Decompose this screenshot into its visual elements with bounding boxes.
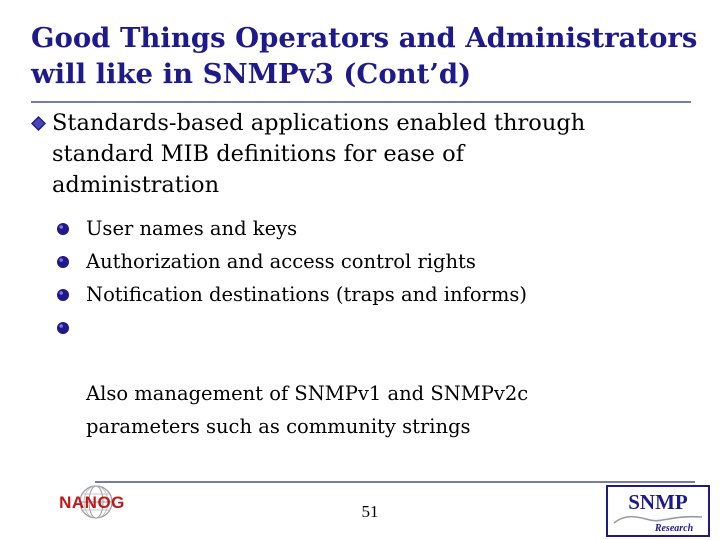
snmp-research-logo: [606, 485, 710, 537]
sub-bullet-text: Also management of SNMPv1 and SNMPv2c parameters such as community strings: [86, 382, 529, 438]
sub-bullet-item: [56, 278, 676, 311]
main-bullet-text: Standards-based applications enabled through standard MIB definitions for ease of administration: [52, 110, 586, 198]
page-number: 51: [361, 502, 379, 521]
sub-bullet-text: User names and keys: [86, 217, 298, 240]
snmp-logo-text: SNMP: [628, 490, 688, 514]
research-logo-text: Research: [654, 523, 694, 534]
sub-bullet-text: Authorization and access control rights: [86, 250, 476, 273]
sub-bullet-item: [56, 245, 676, 278]
nanog-logo-text: NANOG: [59, 493, 125, 512]
round-bullet-icon: [56, 222, 70, 236]
footer-divider: [95, 481, 695, 483]
sub-bullet-list: [56, 212, 676, 443]
sub-bullet-text: Notification destinations (traps and informs): [86, 283, 527, 306]
slide-title: Good Things Operators and Administrators will like in SNMPv3 (Cont’d): [31, 22, 698, 90]
round-bullet-icon: [56, 288, 70, 302]
sub-bullet-item: [56, 212, 676, 245]
title-divider: [31, 101, 691, 103]
nanog-logo: [40, 484, 145, 520]
round-bullet-icon: [56, 321, 70, 335]
round-bullet-icon: [56, 255, 70, 269]
sub-bullet-item: [56, 311, 676, 443]
diamond-bullet-icon: [31, 116, 46, 131]
snmp-logo-graphic: [608, 487, 708, 535]
